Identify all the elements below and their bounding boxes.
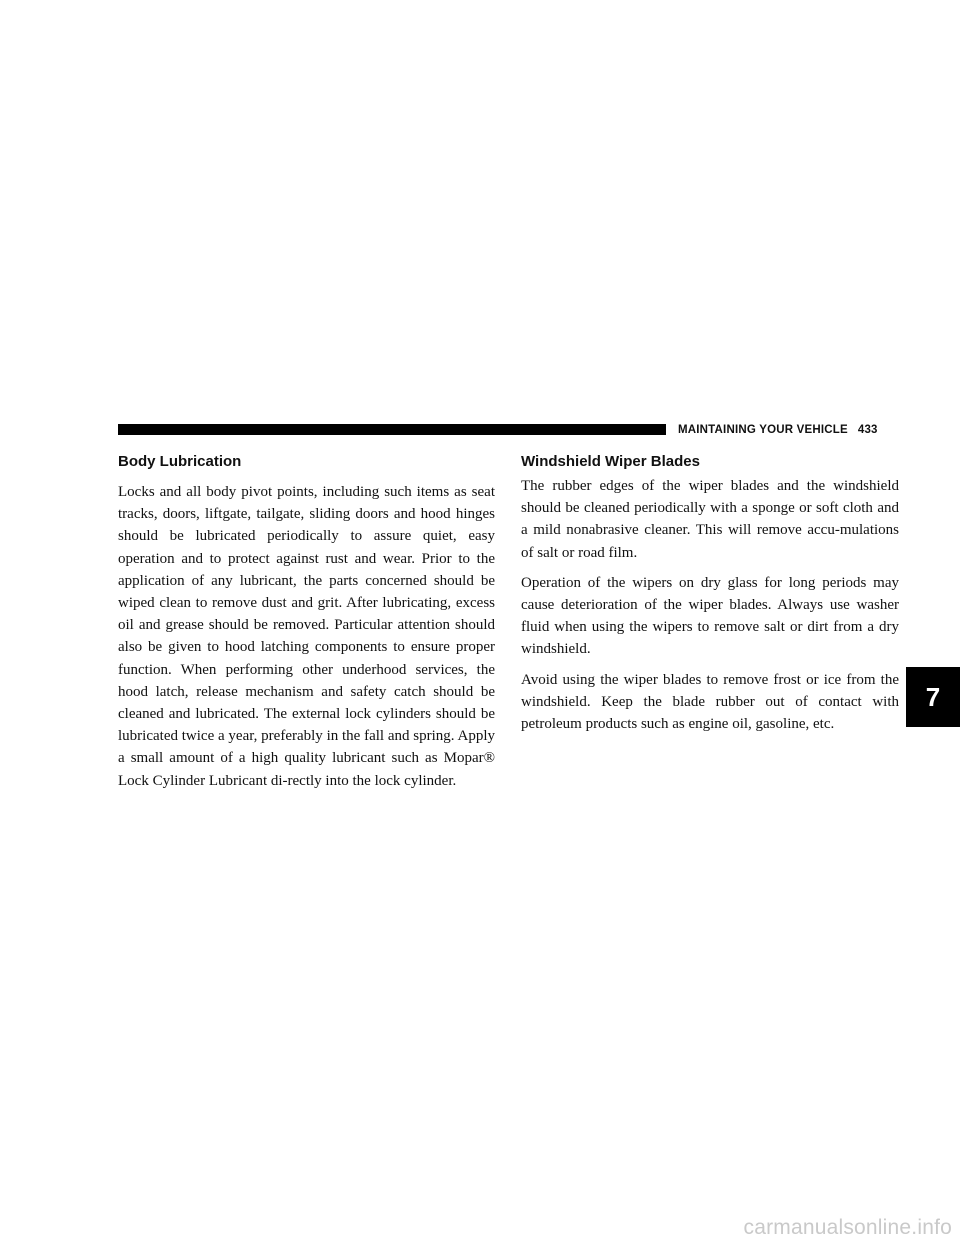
header-rule-bar: [118, 424, 666, 435]
running-header: [678, 421, 878, 439]
section-title: MAINTAINING YOUR VEHICLE: [678, 424, 848, 436]
right-column: [521, 451, 899, 743]
heading-windshield-wiper-blades: Windshield Wiper Blades: [521, 453, 700, 470]
paragraph-wiper-frost: Avoid using the wiper blades to remove frost or ice from the windshield. Keep the blade rubber out of contact with petroleum products such as engine oil, gasoline, etc.: [521, 671, 899, 733]
watermark: carmanualsonline.info: [743, 1216, 952, 1239]
paragraph-wiper-dry-glass: Operation of the wipers on dry glass for long periods may cause deterioration of the wiper blades. Always use washer fluid when using the wipers to remove salt or dirt from a dry windshield.: [521, 574, 899, 658]
paragraph-body-lubrication: Locks and all body pivot points, including such items as seat tracks, doors, liftgate, tailgate, sliding doors and hood hinges should be lubricated periodically to assure quiet, easy operation and to protect against rust and wear. Prior to the application of any lubricant, the parts concerned should be wiped clean to remove dust and grit. After lubricating, excess oil and grease should be removed. Particular attention should also be given to hood latching components to ensure proper function. When performing other underhood services, the hood latch, release mechanism and safety catch should be cleaned and lubricated. The external lock cylinders should be lubricated twice a year, preferably in the fall and spring. Apply a small amount of a high quality lubricant such as Mopar® Lock Cylinder Lubricant di-rectly into the lock cylinder.: [118, 484, 495, 789]
left-column: [118, 451, 495, 800]
chapter-tab: 7: [906, 667, 960, 727]
paragraph-wiper-cleaning: The rubber edges of the wiper blades and the windshield should be cleaned periodically with a sponge or soft cloth and a mild nonabrasive cleaner. This will remove accu-mulations of salt or road film.: [521, 478, 899, 561]
page-number: 433: [857, 424, 878, 436]
heading-body-lubrication: Body Lubrication: [118, 453, 242, 470]
